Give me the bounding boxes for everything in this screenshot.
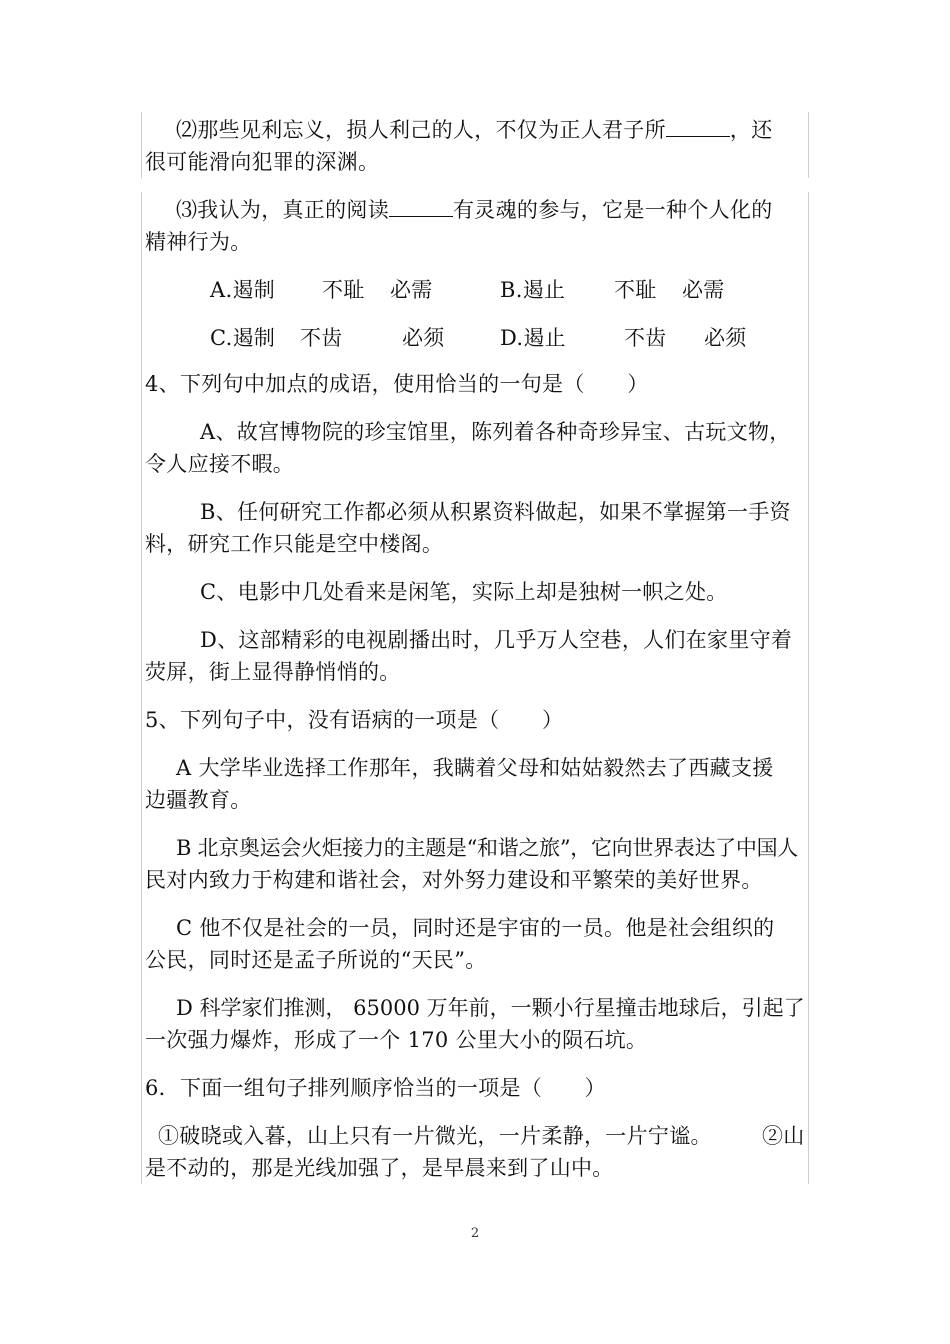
q3-option-b-word2: 不耻 — [614, 278, 657, 302]
q3-option-c: C.遏制 — [210, 326, 276, 350]
q3-option-a: A.遏制 — [210, 278, 276, 302]
q5-option-d-line2: 一次强力爆炸，形成了一个 170 公里大小的陨石坑。 — [145, 1028, 648, 1052]
answer-blank — [666, 114, 730, 137]
q4-option-a-line1: A、故宫博物院的珍宝馆里，陈列着各种奇珍异宝、古玩文物， — [200, 420, 791, 444]
q3-option-c-word2: 不齿 — [300, 326, 343, 350]
q3-option-d-word2: 不齿 — [624, 326, 667, 350]
left-margin-line — [141, 112, 142, 178]
q5-option-d-line1: D 科学家们推测， 65000 万年前，一颗小行星撞击地球后，引起了 — [176, 996, 805, 1020]
q3-sub2-line1: ⑵那些见利忘义，损人利己的人，不仅为正人君子所 ，还 — [176, 114, 773, 146]
q5-option-a-line1: A 大学毕业选择工作那年，我瞒着父母和姑姑毅然去了西藏支援 — [176, 756, 774, 780]
q5-option-b-line2: 民对内致力于构建和谐社会，对外努力建设和平繁荣的美好世界。 — [145, 868, 763, 892]
q4-option-d-line2: 荧屏，街上显得静悄悄的。 — [145, 660, 401, 684]
q5-option-c-line1: C 他不仅是社会的一员，同时还是宇宙的一员。他是社会组织的 — [176, 916, 775, 940]
q3-option-d-word3: 必须 — [704, 326, 747, 350]
q5-option-b-line1: B 北京奥运会火炬接力的主题是“和谐之旅”，它向世界表达了中国人 — [176, 836, 798, 860]
q3-option-a-word2: 不耻 — [322, 278, 365, 302]
q4-option-b-line2: 料，研究工作只能是空中楼阁。 — [145, 532, 444, 556]
right-margin-line — [808, 192, 809, 1184]
right-margin-line — [808, 112, 809, 178]
q3-sub3-line1: ⑶我认为，真正的阅读 有灵魂的参与，它是一种个人化的 — [176, 194, 773, 226]
q3-option-c-word3: 必须 — [402, 326, 445, 350]
q4-stem: 4、下列句中加点的成语，使用恰当的一句是（ ） — [145, 372, 649, 396]
q3-option-b-word3: 必需 — [682, 278, 725, 302]
q3-sub3-line2: 精神行为。 — [145, 230, 252, 254]
q6-sentence-1: ①破晓或入暮，山上只有一片微光，一片柔静，一片宁谧。 — [158, 1124, 712, 1148]
q3-sub2-line2: 很可能滑向犯罪的深渊。 — [145, 150, 380, 174]
q4-option-b-line1: B、任何研究工作都必须从积累资料做起，如果不掌握第一手资 — [200, 500, 791, 524]
q3-option-a-word3: 必需 — [390, 278, 433, 302]
q4-option-d-line1: D、这部精彩的电视剧播出时，几乎万人空巷，人们在家里守着 — [200, 628, 793, 652]
q4-option-a-line2: 令人应接不暇。 — [145, 452, 295, 476]
q3-option-b: B.遏止 — [500, 278, 566, 302]
q3-option-d: D.遏止 — [500, 326, 566, 350]
q6-sentence-2-cont: 是不动的，那是光线加强了，是早晨来到了山中。 — [145, 1156, 614, 1180]
q5-option-c-line2: 公民，同时还是孟子所说的“天民”。 — [145, 948, 487, 972]
left-margin-line — [141, 192, 142, 1184]
answer-blank — [389, 194, 453, 217]
q6-sentence-2-start: ②山 — [762, 1124, 805, 1148]
page-number: 2 — [470, 1226, 480, 1241]
q4-option-c-line1: C、电影中几处看来是闲笔，实际上却是独树一帜之处。 — [200, 580, 728, 604]
q6-stem: 6．下面一组句子排列顺序恰当的一项是（ ） — [145, 1076, 606, 1100]
q5-stem: 5、下列句子中，没有语病的一项是（ ） — [145, 708, 564, 732]
q5-option-a-line2: 边疆教育。 — [145, 788, 252, 812]
